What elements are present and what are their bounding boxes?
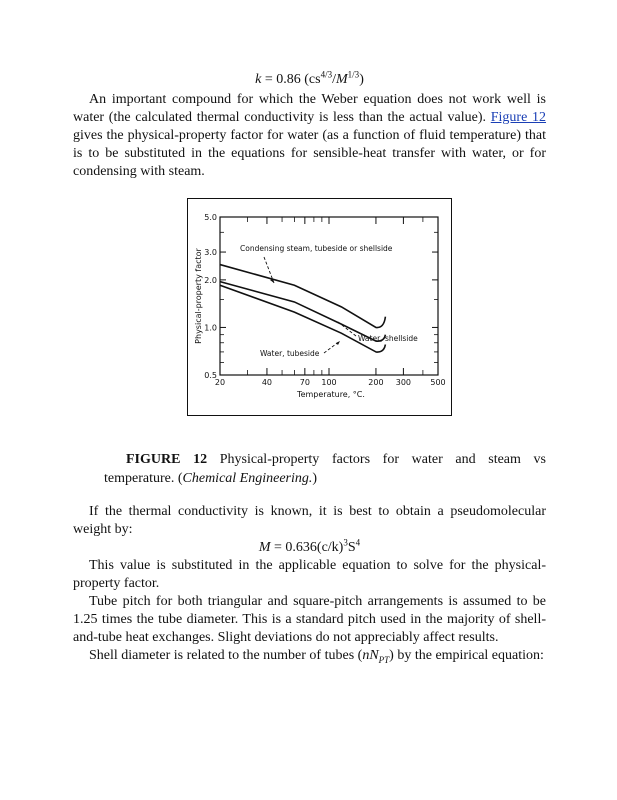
text-bottom [73, 503, 546, 665]
arrow-water-tubeside [336, 341, 340, 345]
equation-m: $M = 0.636(c/k)^3S^4$ [258, 537, 361, 555]
figure-12-chart [187, 198, 452, 416]
annotation-water-tubeside: Water, tubeside [260, 349, 320, 358]
x-tick-label: 300 [395, 378, 412, 387]
paragraph-thermal: If the thermal conductivity is known, it is best to obtain a pseudomolecular weight by: [73, 504, 546, 537]
paragraph-substituted: This value is substituted in the applicable equation to solve for the physical-property factor. [73, 558, 546, 591]
y-tick-label: 1.0 [204, 323, 217, 333]
x-tick-label: 500 [430, 378, 446, 387]
x-tick-label: 200 [368, 378, 384, 387]
paragraph-water: An important compound for which the Weber equation does not work well is water (the calculated thermal conductivity is less than the actual value). Figure 12 gives the physical-property factor for water (as a function of fluid temperature) that is to be substituted in the equations for sensible-heat transfer with water, or for condensing with steam. [73, 92, 547, 179]
figure-caption: FIGURE 12 Physical-property factors for water and steam vs temperature. (Chemical Engineering.) [104, 452, 547, 486]
x-tick-label: 40 [261, 378, 273, 387]
y-tick-label: 5.0 [204, 213, 217, 222]
y-tick-label: 2.0 [204, 275, 217, 285]
series-condensing-steam [220, 265, 385, 328]
paragraph-tube-pitch: Tube pitch for both triangular and square-pitch arrangements is assumed to be 1.25 times the tube diameter. This is a standard pitch used in the majority of shell-and-tube heat exchanges. Slight deviations do not appreciably affect results. [73, 594, 546, 645]
x-tick-label: 70 [299, 378, 310, 387]
x-tick-label: 20 [214, 378, 226, 387]
annotation-water-shellside: Water, shellside [358, 334, 418, 343]
plot-frame [220, 217, 438, 375]
x-tick-label: 100 [321, 378, 337, 387]
y-tick-label: 3.0 [204, 248, 217, 258]
annotation-condensing-steam: Condensing steam, tubeside or shellside [240, 244, 393, 253]
figure-12-link[interactable]: Figure 12 [490, 110, 547, 125]
paragraph-shell-diameter: Shell diameter is related to the number of tubes $(nN_{PT})$ by the empirical equation: [89, 648, 544, 665]
series-water-shellside [220, 282, 385, 342]
x-axis-label: Temperature, °C. [297, 390, 365, 399]
y-tick-label: 0.5 [204, 371, 217, 380]
equation-k: k = 0.86 $(cs^{4/3}/M^{1/3})$ [255, 69, 364, 87]
chart-svg [188, 199, 453, 417]
text-top [73, 71, 546, 181]
y-axis-label: Physical-property factor [194, 248, 203, 344]
